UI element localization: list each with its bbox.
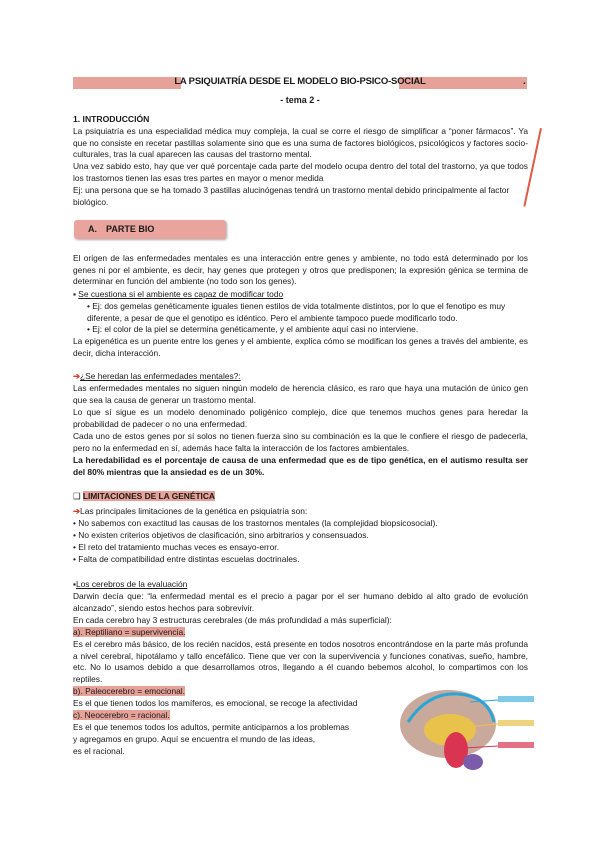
intro-paragraph-2: Una vez sabido esto, hay que ver qué porcentaje cada parte del modelo ocupa dentro del total del trastorno, ya que todos los trastornos tienen las esas tres partes en mayor o menor medida [73, 161, 528, 183]
arrow-icon: ➔ [73, 506, 81, 516]
limits-item: • No sabemos con exactitud las causas de los trastornos mentales (la complejidad biopsicosocial). [73, 518, 438, 528]
brains-paragraph-1: Darwin decía que: “la enfermedad mental es el precio a pagar por el ser humano debido al alto grado de evolución alcanzado”, siendo estos hechos para sobrevivir. [73, 591, 528, 613]
bio-example-1: • Ej: dos gemelas genéticamente iguales tienen estilos de vida totalmente distintos, por lo que el fenotipo es muy diferente, a pesar de que el genotipo es idéntico. Pero el ambiente tampoco puede modificarlo todo. [87, 301, 506, 323]
limits-item: • No existen criterios objetivos de clasificación, sino arbitrarios y consensuados. [73, 530, 369, 540]
dot-bullet-icon: • [87, 301, 93, 311]
cerebellum-shape [463, 754, 483, 770]
page-title: LA PSIQUIATRÍA DESDE EL MODELO BIO-PSICO-SOCIAL [174, 76, 426, 87]
neo-text-3: es el racional. [73, 746, 125, 756]
triune-brain-diagram [398, 682, 538, 792]
reptilian-caption-block [498, 742, 534, 748]
hereditary-paragraph-1: Las enfermedades mentales no siguen ningún modelo de herencia clásico, es raro que haya una mutación de único gen que sea la causa de generar un trastorno mental. [73, 383, 528, 405]
section-a-tab [74, 220, 226, 239]
page-subtitle: - tema 2 - [280, 95, 320, 105]
hereditary-heading: ➔¿Se heredan las enfermedades mentales?: [73, 371, 241, 381]
square-bullet-icon: ▪ [73, 289, 79, 299]
reptilian-label: a). Reptiliano = supervivencia. [73, 627, 186, 637]
limits-heading: ❑ LIMITACIONES DE LA GENÉTICA [73, 491, 215, 501]
limits-item: • Falta de compatibilidad entre distintas escuelas doctrinales. [73, 554, 300, 564]
section-a-letter: A. [88, 224, 97, 234]
reptilian-text: Es el cerebro más básico, de los recién nacidos, está presente en todos nosotros encontrándose en la parte más profunda a nivel cerebral, hipotálamo y tallo encefálico. Tiene que ver con la supervivencia y funciones conativas, sueño, hambre, etc. No lo usamos debido a que desarrollamos otros, llegando a él cuando bebemos alcohol, lo compartimos con los reptiles. [73, 639, 528, 684]
paleo-label: b). Paleocerebro = emocional. [73, 686, 185, 696]
neocortex-caption-block [498, 696, 534, 702]
title-dot: . [523, 76, 526, 87]
intro-heading: 1. INTRODUCCIÓN [73, 114, 150, 124]
checkbox-bullet-icon: ❑ [73, 491, 83, 501]
hereditary-paragraph-2: Lo que sí sigue es un modelo denominado poligénico complejo, dice que tenemos muchos genes para heredar la probabilidad de padecer o no una enfermedad. [73, 407, 528, 429]
hereditary-paragraph-4: La heredabilidad es el porcentaje de causa de una enfermedad que es de tipo genética, en el autismo resulta ser del 80% mientras que la ansiedad es de un 30%. [73, 455, 528, 477]
brains-heading: ▪Los cerebros de la evaluación [73, 579, 188, 589]
brains-paragraph-2: En cada cerebro hay 3 estructuras cerebrales (de más profundidad a más superficial): [73, 615, 392, 625]
dot-bullet-icon: • [87, 324, 93, 334]
intro-paragraph-1: La psiquiatría es una especialidad médica muy compleja, la cual se corre el riesgo de simplificar a “poner fármacos”. Ya que no consiste en recetar pastillas solamente sino que es una suma de factores biológicos, psicológicos y factores socio-culturales, tras la cual aparecen las causas del trastorno mental. [73, 126, 528, 160]
square-bullet-icon: ▪ [73, 579, 76, 589]
bio-question: ▪ Se cuestiona si el ambiente es capaz de modificar todo [73, 289, 284, 299]
limbic-caption-block [498, 720, 534, 726]
neo-text-2: y agregamos en grupo. Aquí se encuentra el mundo de las ideas, [73, 734, 316, 744]
bio-paragraph-1: El origen de las enfermedades mentales es una interacción entre genes y ambiente, no todo está determinado por los genes ni por el ambiente, es decir, hay genes que protegen y otros que predisponen; la expresión génica se termina de determinar en función del ambiente (no todo son los genes). [73, 253, 528, 287]
limits-intro: ➔Las principales limitaciones de la genética en psiquiatría son: [73, 506, 308, 516]
bio-paragraph-2: La epigenética es un puente entre los genes y el ambiente, explica cómo se modifican los genes a través del ambiente, es decir, dicha interacción. [73, 336, 528, 358]
neo-text-1: Es el que tenemos todos los adultos, permite anticiparnos a los problemas [73, 722, 350, 732]
arrow-icon: ➔ [73, 371, 81, 381]
paleo-text: Es el que tienen todos los mamíferos, es emocional, se recoge la afectividad [73, 698, 358, 708]
hereditary-paragraph-3: Cada uno de estos genes por sí solos no tienen fuerza sino su combinación es la que le confiere el riesgo de padecerla, pero no la enfermedad en sí, además hace falta la interacción de los factores ambientales. [73, 431, 528, 453]
intro-paragraph-3: Ej: una persona que se ha tomado 3 pastillas alucinógenas tendrá un trastorno mental debido principalmente al factor biológico. [73, 185, 510, 207]
section-a-label: PARTE BIO [106, 224, 155, 234]
neo-label: c). Neocerebro = racional. [73, 710, 170, 720]
bio-example-2: • Ej: el color de la piel se determina genéticamente, y el ambiente aquí casi no interviene. [87, 324, 419, 334]
limits-item: • El reto del tratamiento muchas veces es ensayo-error. [73, 542, 279, 552]
